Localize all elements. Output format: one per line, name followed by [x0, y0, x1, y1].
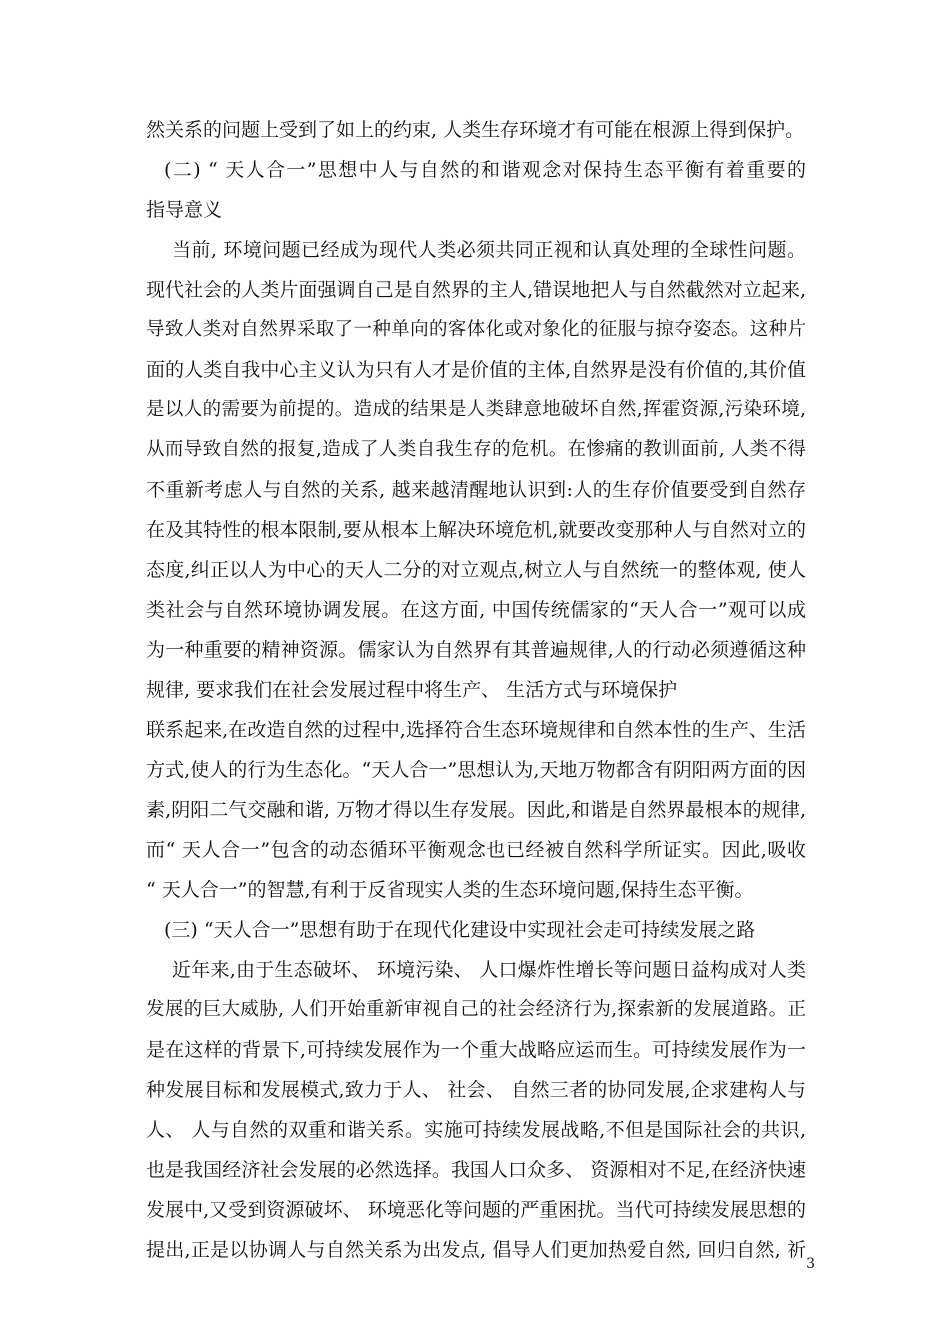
- text-line: 方式,使人的行为生态化。“天人合一”思想认为,天地万物都含有阴阳两方面的因: [146, 759, 806, 781]
- text-line: 联系起来,在改造自然的过程中,选择符合生态环境规律和自然本性的生产、生活: [146, 719, 806, 741]
- text-line: 在及其特性的根本限制,要从根本上解决环境危机,就要改变那种人与自然对立的: [146, 519, 806, 541]
- section-heading: (三) “天人合一”思想有助于在现代化建设中实现社会走可持续发展之路: [164, 919, 756, 941]
- text-line: 当前, 环境问题已经成为现代人类必须共同正视和认真处理的全球性问题。: [172, 239, 806, 261]
- text-line: 是在这样的背景下,可持续发展作为一个重大战略应运而生。可持续发展作为一: [146, 1039, 806, 1061]
- text-line: 态度,纠正以人为中心的天人二分的对立观点,树立人与自然统一的整体观, 使人: [146, 559, 806, 581]
- text-line: 也是我国经济社会发展的必然选择。我国人口众多、 资源相对不足,在经济快速: [146, 1159, 806, 1181]
- text-line: 发展的巨大威胁, 人们开始重新审视自己的社会经济行为,探索新的发展道路。正: [146, 999, 806, 1020]
- text-line: 为一种重要的精神资源。儒家认为自然界有其普遍规律,人的行动必须遵循这种: [146, 639, 806, 661]
- section-heading-continued: 指导意义: [146, 199, 223, 221]
- text-line: 发展中,又受到资源破坏、 环境恶化等问题的严重困扰。当代可持续发展思想的: [146, 1199, 806, 1221]
- text-line: 类社会与自然环境协调发展。在这方面, 中国传统儒家的“天人合一”观可以成: [146, 599, 806, 621]
- text-line: 面的人类自我中心主义认为只有人才是价值的主体,自然界是没有价值的,其价值: [146, 359, 806, 381]
- text-line: 素,阴阳二气交融和谐, 万物才得以生存发展。因此,和谐是自然界最根本的规律,: [146, 799, 806, 821]
- text-line: 导致人类对自然界采取了一种单向的客体化或对象化的征服与掠夺姿态。这种片: [146, 319, 806, 340]
- text-line: 而“ 天人合一”包含的动态循环平衡观念也已经被自然科学所证实。因此,吸收: [146, 839, 806, 861]
- text-line: 规律, 要求我们在社会发展过程中将生产、 生活方式与环境保护: [146, 679, 678, 701]
- text-line: 现代社会的人类片面强调自己是自然界的主人,错误地把人与自然截然对立起来,: [146, 279, 806, 301]
- text-line: 人、 人与自然的双重和谐关系。实施可持续发展战略,不但是国际社会的共识,: [146, 1119, 806, 1141]
- text-line: “ 天人合一”的智慧,有利于反省现实人类的生态环境问题,保持生态平衡。: [146, 879, 754, 901]
- text-line: 提出,正是以协调人与自然关系为出发点, 倡导人们更加热爱自然, 回归自然, 祈: [146, 1239, 806, 1261]
- text-line: 种发展目标和发展模式,致力于人、 社会、 自然三者的协同发展,企求建构人与: [146, 1079, 806, 1101]
- text-line: 不重新考虑人与自然的关系, 越来越清醒地认识到:人的生存价值要受到自然存: [146, 479, 806, 501]
- text-line: 从而导致自然的报复,造成了人类自我生存的危机。在惨痛的教训面前, 人类不得: [146, 439, 806, 460]
- section-heading: (二) “ 天人合一”思想中人与自然的和谐观念对保持生态平衡有着重要的: [164, 159, 806, 181]
- text-line: 是以人的需要为前提的。造成的结果是人类肆意地破坏自然,挥霍资源,污染环境,: [146, 399, 806, 420]
- page-number: 3: [806, 1256, 815, 1272]
- text-line: 近年来,由于生态破坏、 环境污染、 人口爆炸性增长等问题日益构成对人类: [172, 959, 806, 981]
- text-line: 然关系的问题上受到了如上的约束, 人类生存环境才有可能在根源上得到保护。: [146, 119, 805, 141]
